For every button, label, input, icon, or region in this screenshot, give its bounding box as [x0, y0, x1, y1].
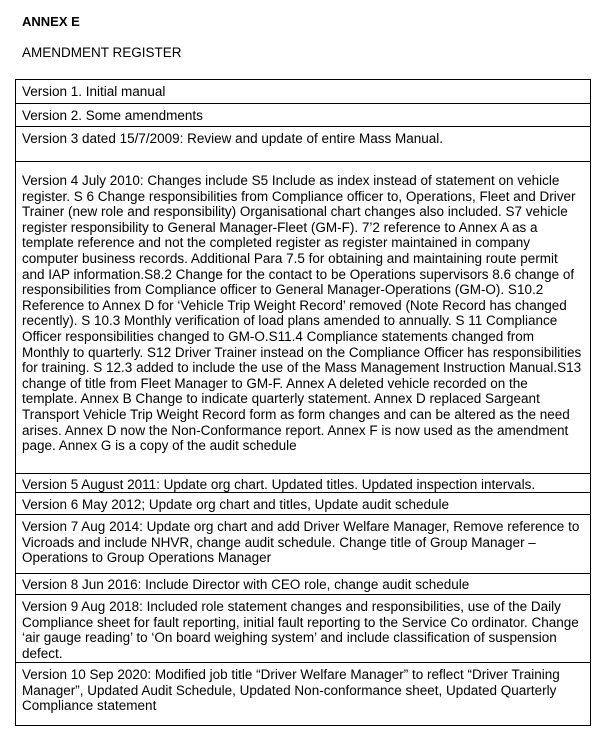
register-row-version-4: Version 4 July 2010: Changes include S5 Include as index instead of statement on vehicle register. S 6 Change responsibilities from Compliance officer to, Operations, Fleet and Driver Trainer (new role and responsibility) Organisational chart changes also included. S7 vehicle register responsibility to General Manager-Fleet (GM-F). 7’2 reference to Annex A as a template reference and not the completed register as register maintained in company computer business records. Additional Para 7.5 for obtaining and maintaining route permit and IAP information.S8.2 Change for the contact to be Operations supervisors 8.6 change of responsibilities from Compliance officer to General Manager-Operations (GM-O). S10.2 Reference to Annex D for ‘Vehicle Trip Weight Record’ removed (Note Record has changed recently). S 10.3 Monthly verification of load plans amended to annually. S 11 Compliance Officer responsibilities changed to GM-O.S11.4 Compliance statements changed from Monthly to quarterly. S12 Driver Trainer instead on the Compliance Officer has responsibilities for training. S 12.3 added to include the use of the Mass Management Instruction Manual.S13 change of title from Fleet Manager to GM-F. Annex A deleted vehicle recorded on the template. Annex B Change to indicate quarterly statement. Annex D replaced Sargeant Transport Vehicle Trip Weight Record form as form changes and can be altered as the need arises. Annex D now the Non-Conformance report. Annex F is now used as the amendment page. Annex G is a copy of the audit schedule: [16, 161, 590, 473]
register-row-version-5: Version 5 August 2011: Update org chart. Updated titles. Updated inspection intervals.: [16, 473, 590, 492]
register-row-version-8: Version 8 Jun 2016: Include Director with CEO role, change audit schedule: [16, 573, 590, 594]
amendment-register-table: [15, 79, 591, 726]
register-row-version-2: Version 2. Some amendments: [16, 103, 590, 126]
register-row-version-10: Version 10 Sep 2020: Modified job title “Driver Welfare Manager” to reflect “Driver Training Manager”, Updated Audit Schedule, Updated Non-conformance sheet, Updated Quarterly Compliance statement: [16, 662, 590, 725]
register-row-version-6: Version 6 May 2012; Update org chart and titles, Update audit schedule: [16, 492, 590, 514]
register-row-version-9: Version 9 Aug 2018: Included role statement changes and responsibilities, use of the Daily Compliance sheet for fault reporting, initial fault reporting to the Service Co ordinator. Change ‘air gauge reading’ to ‘On board weighing system’ and include classification of suspension defect.: [16, 594, 590, 662]
register-row-version-1: Version 1. Initial manual: [22, 84, 166, 99]
register-row-version-7: Version 7 Aug 2014: Update org chart and add Driver Welfare Manager, Remove reference to Vicroads and include NHVR, change audit schedule. Change title of Group Manager – Operations to Group Operations Manager: [16, 514, 590, 573]
register-title: AMENDMENT REGISTER: [22, 45, 182, 60]
annex-heading: ANNEX E: [22, 14, 80, 29]
register-row-version-3: Version 3 dated 15/7/2009: Review and update of entire Mass Manual.: [16, 126, 590, 161]
